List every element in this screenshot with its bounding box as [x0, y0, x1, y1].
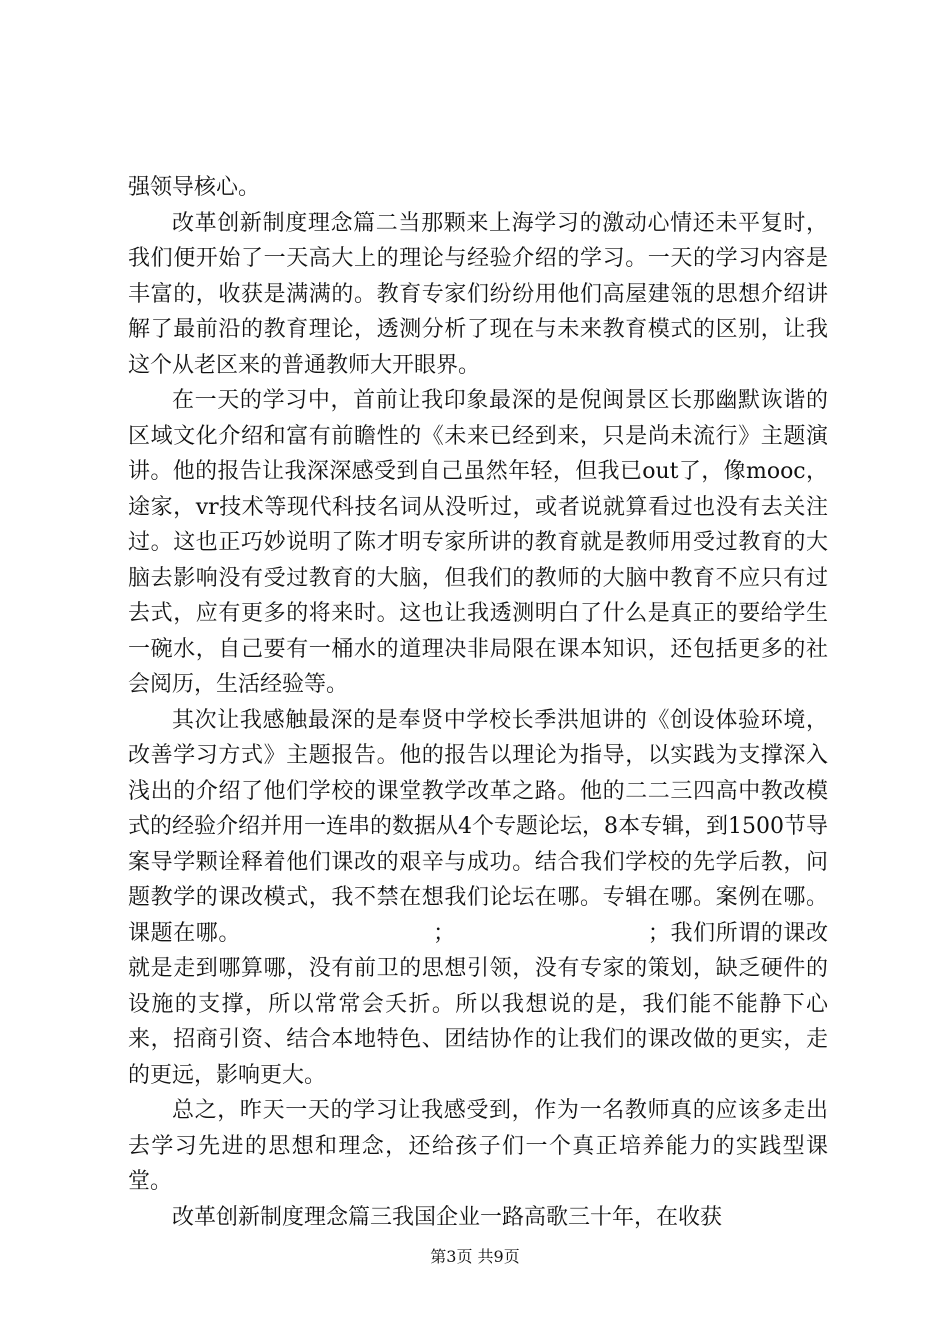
paragraph-essay-three-intro: 改革创新制度理念篇三我国企业一路高歌三十年，在收获 [172, 1204, 723, 1230]
page-number-footer: 第3页 共9页 [430, 1247, 520, 1266]
document-body [128, 170, 828, 1235]
paragraph-second-impression: 其次让我感触最深的是奉贤中学校长季洪旭讲的《创设体验环境，改善学习方式》主题报告。他的报告以理论为指导，以实践为支撑深入浅出的介绍了他们学校的课堂教学改革之路。他的二二三四高中教改模式的经验介绍并用一连串的数据从4个专题论坛，8本专辑，到1500节导案导学颗诠释着他们课改的艰辛与成功。结合我们学校的先学后教，问题教学的课改模式，我不禁在想我们论坛在哪。专辑在哪。案例在哪。课题在哪。 ； ；我们所谓的课改就是走到哪算哪，没有前卫的思想引领，没有专家的策划，缺乏硬件的设施的支撑，所以常常会夭折。所以我想说的是，我们能不能静下心来，招商引资、结合本地特色、团结协作的让我们的课改做的更实，走的更远，影响更大。 [128, 707, 828, 1088]
paragraph-essay-two-intro: 改革创新制度理念篇二当那颗来上海学习的激动心情还未平复时，我们便开始了一天高大上的理论与经验介绍的学习。一天的学习内容是丰富的，收获是满满的。教育专家们纷纷用他们高屋建瓴的思想介绍讲解了最前沿的教育理论，透测分析了现在与未来教育模式的区别，让我这个从老区来的普通教师大开眼界。 [128, 210, 828, 378]
paragraph-conclusion: 总之，昨天一天的学习让我感受到，作为一名教师真的应该多走出去学习先进的思想和理念，还给孩子们一个真正培养能力的实践型课堂。 [128, 1098, 828, 1194]
paragraph-continuation: 强领导核心。 [128, 175, 261, 200]
paragraph-first-impression: 在一天的学习中，首前让我印象最深的是倪闽景区长那幽默诙谐的区域文化介绍和富有前瞻性的《未来已经到来，只是尚未流行》主题演讲。他的报告让我深深感受到自己虽然年轻，但我已out了，像mooc，途家，vr技术等现代科技名词从没听过，或者说就算看过也没有去关注过。这也正巧妙说明了陈才明专家所讲的教育就是教师用受过教育的大脑去影响没有受过教育的大脑，但我们的教师的大脑中教育不应只有过去式，应有更多的将来时。这也让我透测明白了什么是真正的要给学生一碗水，自己要有一桶水的道理决非局限在课本知识，还包括更多的社会阅历，生活经验等。 [128, 388, 828, 697]
